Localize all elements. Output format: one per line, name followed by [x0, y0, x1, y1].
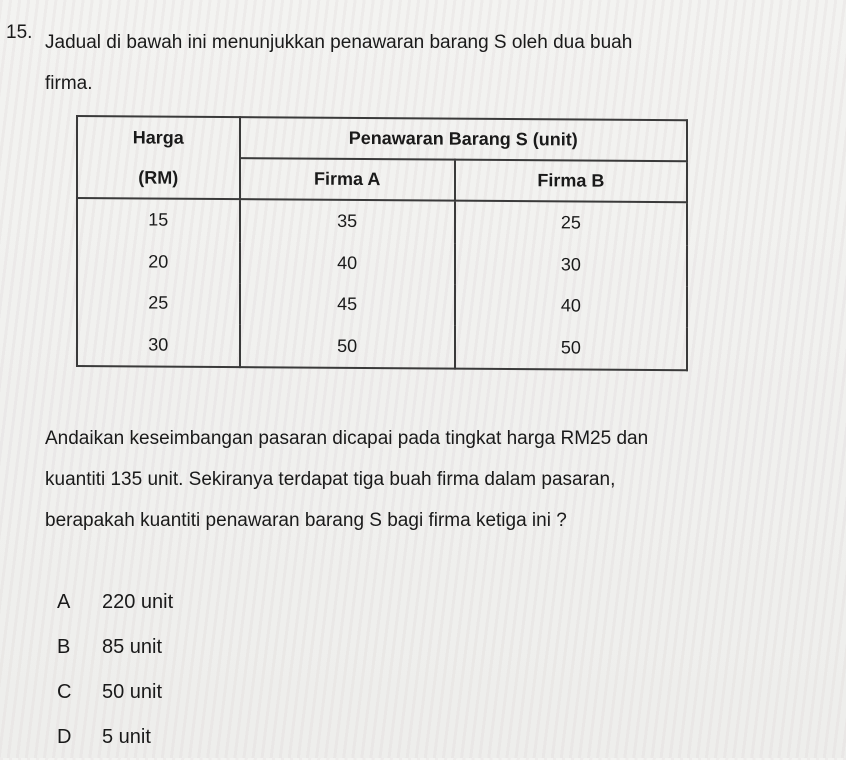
price-column-header — [77, 116, 240, 199]
table-row — [77, 282, 687, 328]
option-text: 5 unit — [102, 726, 151, 748]
firm-b-cell: 30 — [455, 243, 687, 286]
option-text: 220 unit — [102, 591, 174, 613]
firm-a-cell: 35 — [240, 199, 455, 243]
table-row — [77, 323, 687, 370]
option-text: 50 unit — [102, 681, 163, 703]
option-letter: B — [57, 636, 71, 658]
firm-b-cell: 50 — [455, 326, 687, 370]
answer-options — [57, 580, 173, 760]
supply-table — [76, 115, 688, 371]
answer-option-b[interactable] — [57, 625, 173, 670]
firm-a-cell: 40 — [240, 242, 455, 285]
price-cell: 30 — [77, 323, 240, 367]
question-intro-line: firma. — [45, 73, 93, 94]
firm-b-cell: 40 — [455, 285, 687, 328]
answer-option-d[interactable] — [57, 715, 173, 760]
answer-option-c[interactable] — [57, 670, 173, 715]
table-row — [77, 241, 687, 287]
option-letter: D — [57, 726, 72, 748]
question-stem-line: Andaikan keseimbangan pasaran dicapai pada tingkat harga RM25 dan — [45, 428, 649, 449]
question-intro-line: Jadual di bawah ini menunjukkan penawaran barang S oleh dua buah — [45, 32, 633, 53]
option-letter: C — [57, 681, 72, 703]
option-letter: A — [57, 591, 71, 613]
table-row — [77, 198, 687, 245]
firm-b-cell: 25 — [455, 201, 687, 245]
price-cell: 15 — [77, 198, 240, 242]
question-stem — [45, 418, 845, 541]
question-stem-line: berapakah kuantiti penawaran barang S bagi firma ketiga ini ? — [45, 510, 567, 531]
price-cell: 25 — [77, 282, 240, 325]
price-header-label: Harga — [132, 127, 184, 148]
price-header-unit: (RM) — [138, 167, 179, 188]
firm-b-header: Firma B — [455, 160, 687, 203]
supply-group-header: Penawaran Barang S (unit) — [240, 117, 687, 161]
question-number: 15. — [6, 22, 33, 43]
question-stem-line: kuantiti 135 unit. Sekiranya terdapat tiga buah firma dalam pasaran, — [45, 469, 616, 490]
firm-a-header: Firma A — [240, 158, 455, 201]
question-intro — [45, 22, 835, 104]
firm-a-cell: 45 — [240, 283, 455, 326]
firm-a-cell: 50 — [240, 325, 455, 369]
answer-option-a[interactable] — [57, 580, 173, 625]
price-cell: 20 — [77, 241, 240, 284]
option-text: 85 unit — [102, 636, 163, 658]
